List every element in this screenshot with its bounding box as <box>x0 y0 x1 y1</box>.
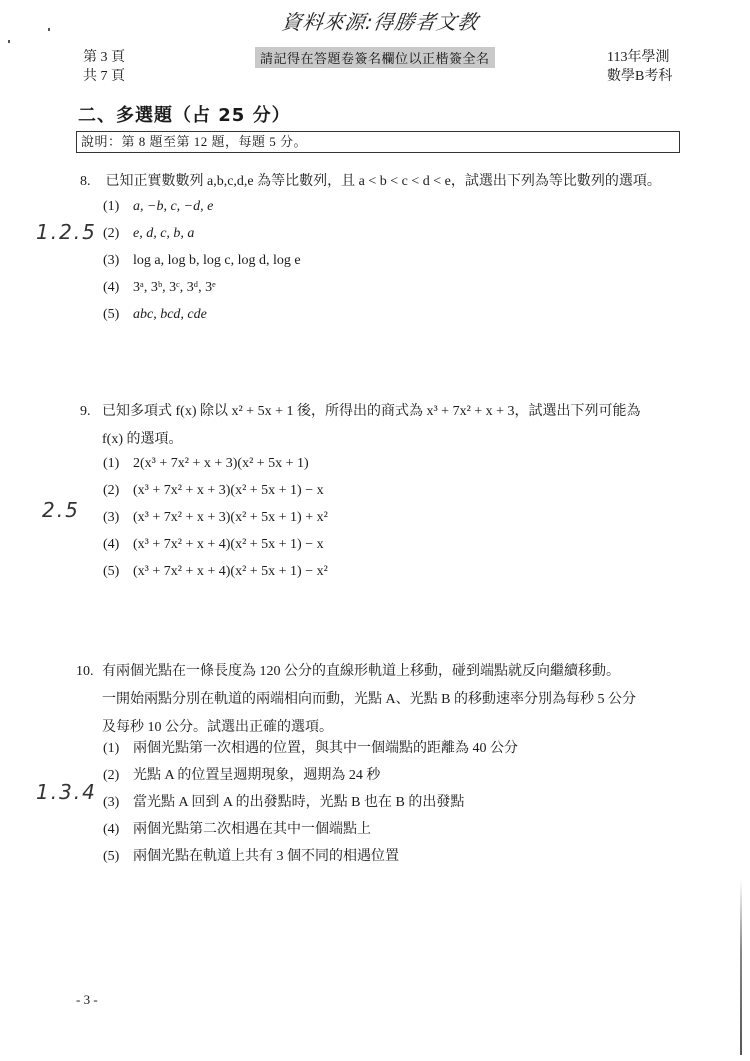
handwritten-answer-q8: 1.2.5 <box>36 220 97 244</box>
option-4: (4) (x³ + 7x² + x + 4)(x² + 5x + 1) − x <box>103 537 324 552</box>
option-5: (5) abc, bcd, cde <box>103 307 207 322</box>
option-3: (3) (x³ + 7x² + x + 3)(x² + 5x + 1) + x² <box>103 510 328 525</box>
option-5: (5) 兩個光點在軌道上共有 3 個不同的相遇位置 <box>103 849 399 864</box>
scan-speck <box>48 28 50 31</box>
exam-subject: 數學B考科 <box>607 69 673 84</box>
option-5: (5) (x³ + 7x² + x + 4)(x² + 5x + 1) − x² <box>103 564 328 579</box>
handwritten-answer-q10: 1.3.4 <box>36 780 97 804</box>
exam-info <box>607 48 672 86</box>
handwritten-source-note: 資料來源:得勝者文教 <box>280 10 481 34</box>
option-4: (4) 兩個光點第二次相遇在其中一個端點上 <box>103 822 371 837</box>
question-text-line1: 有兩個光點在一條長度為 120 公分的直線形軌道上移動，碰到端點就反向繼續移動。 <box>102 664 620 679</box>
handwritten-answer-q9: 2.5 <box>42 498 80 522</box>
question-number: 8. <box>80 174 91 189</box>
page-current: 第 3 頁 <box>83 50 125 65</box>
page-total: 共 7 頁 <box>83 69 125 84</box>
option-2: (2) (x³ + 7x² + x + 3)(x² + 5x + 1) − x <box>103 483 324 498</box>
option-2: (2) e, d, c, b, a <box>103 226 195 241</box>
section-title: 二、多選題（占 25 分） <box>78 105 291 126</box>
question-9-options <box>103 450 328 585</box>
question-text-line2: 一開始兩點分別在軌道的兩端相向而動，光點 A、光點 B 的移動速率分別為每秒 5 公分 <box>102 692 636 707</box>
option-3: (3) log a, log b, log c, log d, log e <box>103 253 301 268</box>
question-8-stem <box>80 168 661 196</box>
question-number: 10. <box>76 664 94 679</box>
question-text-line3: 及每秒 10 公分。試選出正確的選項。 <box>102 720 333 735</box>
option-1: (1) a, −b, c, −d, e <box>103 199 214 214</box>
question-8-options <box>103 193 301 328</box>
page-info <box>83 48 125 86</box>
option-1: (1) 兩個光點第一次相遇的位置，與其中一個端點的距離為 40 公分 <box>103 741 518 756</box>
question-10-stem <box>76 658 636 742</box>
option-1: (1) 2(x³ + 7x² + x + 3)(x² + 5x + 1) <box>103 456 309 471</box>
section-instructions: 說明：第 8 題至第 12 題，每題 5 分。 <box>76 131 680 153</box>
question-text-line1: 已知多項式 f(x) 除以 x² + 5x + 1 後，所得出的商式為 x³ + 7x² + x + 3，試選出下列可能為 <box>102 404 641 419</box>
option-2: (2) 光點 A 的位置呈週期現象，週期為 24 秒 <box>103 768 381 783</box>
page-number-footer: - 3 - <box>76 992 98 1007</box>
exam-year: 113年學測 <box>607 50 670 65</box>
question-text-line2: f(x) 的選項。 <box>102 432 183 447</box>
scan-speck <box>8 40 10 43</box>
question-10-options <box>103 735 518 870</box>
question-number: 9. <box>80 404 91 419</box>
option-3: (3) 當光點 A 回到 A 的出發點時，光點 B 也在 B 的出發點 <box>103 795 465 810</box>
signature-notice: 請記得在答題卷簽名欄位以正楷簽全名 <box>255 47 495 68</box>
question-text: 已知正實數數列 a,b,c,d,e 為等比數列，且 a < b < c < d < e，試選出下列為等比數列的選項。 <box>105 174 661 189</box>
question-9-stem <box>80 398 641 454</box>
scan-edge-line <box>740 880 742 1055</box>
option-4: (4) 3ᵃ, 3ᵇ, 3ᶜ, 3ᵈ, 3ᵉ <box>103 280 216 295</box>
